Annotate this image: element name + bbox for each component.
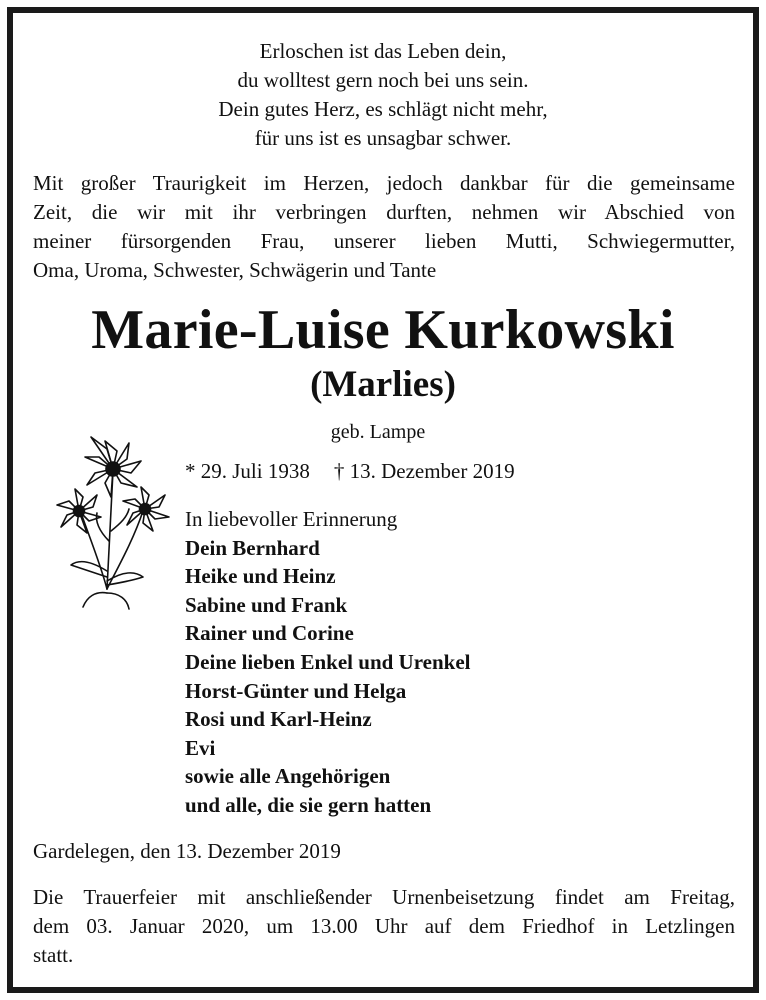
place-and-date: Gardelegen, den 13. Dezember 2019 [33, 839, 341, 863]
maiden-name: geb. Lampe [330, 421, 426, 443]
mourner-name: und alle, die sie gern hatten [185, 792, 432, 817]
poem-line: du wolltest gern noch bei uns sein. [237, 68, 529, 92]
mourner-name: Evi [185, 735, 216, 760]
poem-line: für uns ist es unsagbar schwer. [254, 126, 512, 150]
service-line: dem 03. Januar 2020, um 13.00 Uhr auf dem Friedhof in Letzlingen [33, 914, 735, 938]
death-date: † 13. Dezember 2019 [333, 459, 515, 483]
obituary-notice [7, 7, 759, 993]
mourner-name: sowie alle Angehörigen [185, 764, 391, 789]
intro-line: meiner fürsorgenden Frau, unserer lieben Mutti, Schwiegermutter, [33, 229, 735, 253]
deceased-name: Marie-Luise Kurkowski [91, 299, 675, 361]
intro-line: Oma, Uroma, Schwester, Schwägerin und Tante [33, 258, 437, 282]
service-line: statt. [33, 943, 74, 967]
service-line: Die Trauerfeier mit anschließender Urnenbeisetzung findet am Freitag, [33, 885, 735, 909]
birth-date: * 29. Juli 1938 [185, 459, 310, 483]
funeral-service-info [33, 883, 735, 970]
poem-line: Erloschen ist das Leben dein, [259, 39, 507, 63]
intro-paragraph [33, 169, 735, 285]
edelweiss-flower-icon [43, 421, 173, 611]
mourner-name: Rosi und Karl-Heinz [185, 707, 372, 732]
memorial-poem [13, 37, 753, 153]
mourner-name: Sabine und Frank [185, 592, 348, 617]
mourner-name: Heike und Heinz [185, 564, 336, 589]
mourner-name: Rainer und Corine [185, 621, 354, 646]
deceased-nickname: (Marlies) [310, 364, 456, 405]
mourners-list [185, 505, 471, 820]
mourner-name: Dein Bernhard [185, 535, 320, 560]
mourner-name: Deine lieben Enkel und Urenkel [185, 649, 471, 674]
mourner-name: Horst-Günter und Helga [185, 678, 407, 703]
life-dates [185, 457, 515, 485]
intro-line: Mit großer Traurigkeit im Herzen, jedoch dankbar für die gemeinsame [33, 171, 735, 195]
intro-line: Zeit, die wir mit ihr verbringen durften, nehmen wir Abschied von [33, 200, 735, 224]
poem-line: Dein gutes Herz, es schlägt nicht mehr, [218, 97, 548, 121]
mourners-lead: In liebevoller Erinnerung [185, 507, 398, 531]
